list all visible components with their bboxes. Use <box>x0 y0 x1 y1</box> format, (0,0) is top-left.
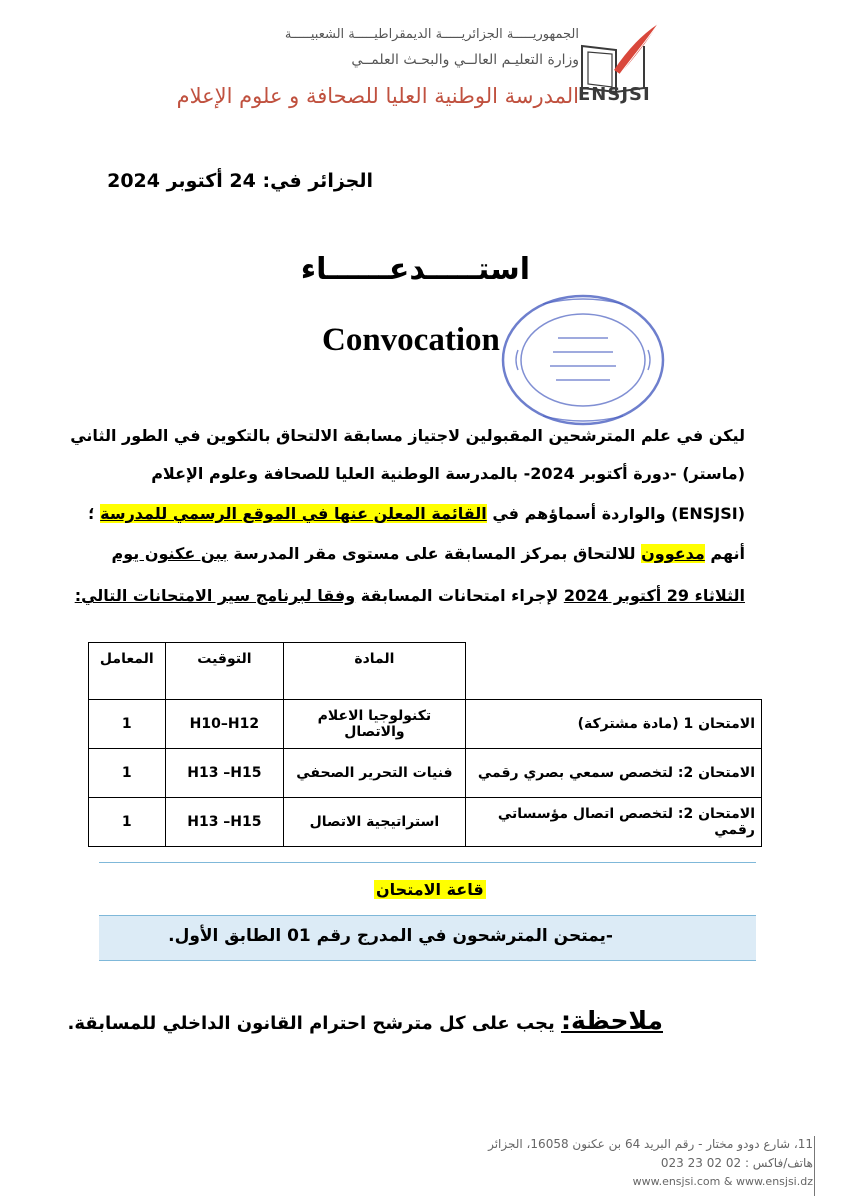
exam-schedule-table <box>88 642 762 847</box>
footer-website[interactable]: www.ensjsi.com & www.ensjsi.dz <box>632 1175 813 1188</box>
hall-text: -يمتحن المترشحون في المدرج رقم 01 الطابق الأول. <box>168 926 613 946</box>
note-label: ملاحظة: <box>561 1006 663 1035</box>
note <box>67 1006 663 1035</box>
body-line-1: ليكن في علم المترشحين المقبولين لاجتياز مسابقة الالتحاق بالتكوين في الطور الثاني <box>70 426 745 445</box>
header-subject: المادة <box>284 643 465 700</box>
ministry-name: وزارة التعليـم العالــي والبحـث العلمــي <box>351 52 579 68</box>
official-stamp-icon <box>498 290 668 430</box>
note-text: يجب على كل مترشح احترام القانون الداخلي للمسابقة. <box>67 1013 561 1034</box>
republic-name: الجمهوريـــــة الجزائريـــــة الديمقراطيـــــة الشعبيـــــة <box>284 27 579 42</box>
header-coef: المعامل <box>89 643 166 700</box>
footer-rule <box>814 1136 843 1196</box>
title-arabic: استـــــدعــــــاء <box>300 252 530 287</box>
hall-title: قاعة الامتحان <box>376 880 484 899</box>
hall-divider <box>99 862 756 863</box>
document-date: الجزائر في: 24 أكتوبر 2024 <box>107 170 373 192</box>
table-header-row <box>89 643 762 700</box>
table-row: الامتحان 1 (مادة مشتركة) تكنولوجيا الاعلام والاتصال H10–H12 1 <box>89 700 762 749</box>
body-line-2: (ماستر) -دورة أكتوبر 2024- بالمدرسة الوطنية العليا للصحافة وعلوم الإعلام <box>151 464 745 483</box>
body-line-5: الثلاثاء 29 أكتوبر 2024 لإجراء امتحانات المسابقة وفقا لبرنامج سير الامتحانات التالي: <box>74 586 745 605</box>
body-line-4: أنهم مدعوون للالتحاق بمركز المسابقة على مستوى مقر المدرسة ببن عكنون يوم <box>111 544 745 563</box>
invited-highlight: مدعوون <box>641 544 705 563</box>
table-row: الامتحان 2: لتخصص اتصال مؤسساتي رقمي استراتيجية الاتصال H13 –H15 1 <box>89 798 762 847</box>
header-time: التوقيت <box>165 643 284 700</box>
title-french: Convocation <box>322 322 500 358</box>
logo-text: ENSJSI <box>578 84 651 105</box>
official-list-highlight: القائمة المعلن عنها في الموقع الرسمي للمدرسة <box>100 504 487 523</box>
footer-phone: هاتف/فاكس : 02 02 23 023 <box>660 1156 813 1170</box>
footer-address: 11، شارع دودو مختار - رقم البريد 64 بن عكنون 16058، الجزائر <box>488 1137 813 1151</box>
school-name: المدرسة الوطنية العليا للصحافة و علوم الإعلام <box>176 84 579 108</box>
body-line-3: (ENSJSI) والواردة أسماؤهم في القائمة المعلن عنها في الموقع الرسمي للمدرسة ؛ <box>88 504 745 523</box>
table-row: الامتحان 2: لتخصص سمعي بصري رقمي فنيات التحرير الصحفي H13 –H15 1 <box>89 749 762 798</box>
